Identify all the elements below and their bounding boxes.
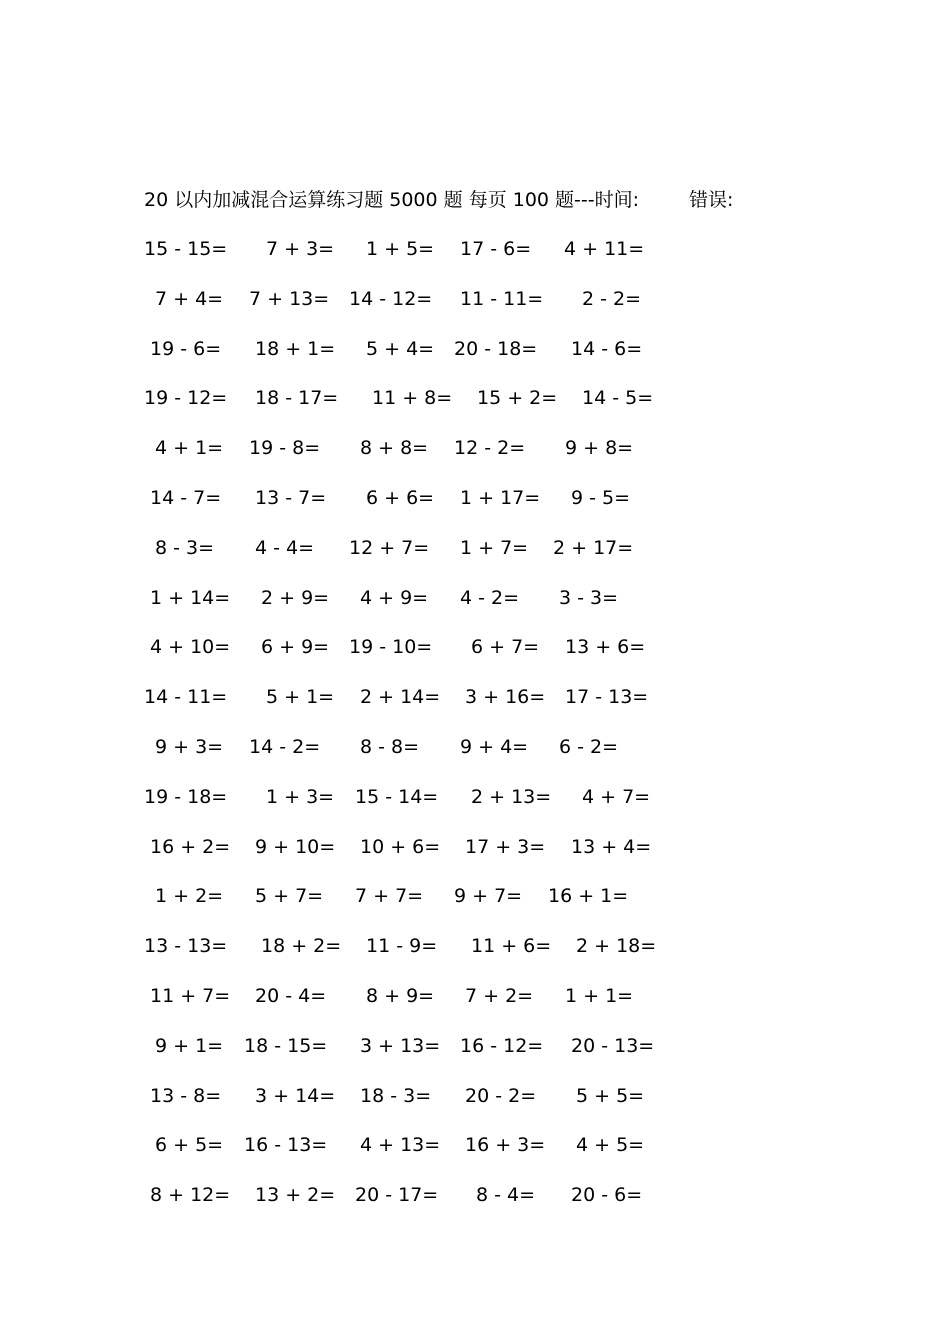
problem-item: 4 + 5= — [576, 1134, 645, 1157]
problem-item: 4 - 2= — [460, 586, 520, 609]
problem-row — [144, 982, 704, 1032]
problem-item: 19 - 10= — [349, 636, 433, 659]
problem-item: 2 + 17= — [553, 536, 634, 559]
problem-item: 1 + 5= — [366, 238, 435, 260]
problem-item: 7 + 2= — [465, 984, 534, 1007]
problem-item: 14 - 2= — [249, 735, 321, 758]
problem-item: 3 - 3= — [559, 586, 619, 609]
problem-item: 1 + 7= — [460, 536, 529, 559]
problem-item: 11 - 11= — [460, 287, 544, 310]
problem-item: 19 - 18= — [144, 785, 228, 808]
problem-item: 6 + 6= — [366, 486, 435, 509]
problem-item: 18 + 1= — [255, 337, 336, 360]
problem-item: 18 + 2= — [261, 935, 342, 958]
problem-row — [144, 783, 704, 833]
problem-row — [144, 285, 704, 335]
problem-item: 9 - 5= — [571, 486, 631, 509]
problem-item: 8 - 4= — [476, 1184, 536, 1207]
problem-item: 8 - 3= — [155, 536, 215, 559]
problem-item: 20 - 18= — [454, 337, 538, 360]
problem-item: 9 + 7= — [454, 885, 523, 908]
problem-item: 1 + 17= — [460, 486, 541, 509]
problem-item: 9 + 8= — [565, 437, 634, 460]
problem-row — [144, 882, 704, 932]
problem-row — [144, 683, 704, 733]
problem-item: 8 + 12= — [150, 1184, 231, 1207]
problem-item: 1 + 2= — [155, 885, 224, 908]
problem-row — [144, 484, 704, 534]
problem-item: 9 + 1= — [155, 1034, 224, 1057]
problem-item: 19 - 8= — [249, 437, 321, 460]
problem-row — [144, 235, 704, 285]
problem-row — [144, 932, 704, 982]
problem-item: 6 + 5= — [155, 1134, 224, 1157]
problem-item: 3 + 13= — [360, 1034, 441, 1057]
problem-item: 20 - 4= — [255, 984, 327, 1007]
problem-item: 14 - 12= — [349, 287, 433, 310]
problem-item: 16 - 12= — [460, 1034, 544, 1057]
problem-item: 2 - 2= — [582, 287, 642, 310]
problem-row — [144, 833, 704, 883]
problem-item: 18 - 3= — [360, 1084, 432, 1107]
problem-item: 2 + 18= — [576, 935, 657, 958]
problem-row — [144, 384, 704, 434]
problem-row — [144, 534, 704, 584]
problem-item: 13 + 6= — [565, 636, 646, 659]
problem-item: 16 - 13= — [244, 1134, 328, 1157]
problem-item: 5 + 1= — [266, 686, 335, 709]
problem-item: 14 - 5= — [582, 387, 654, 410]
problem-item: 13 - 8= — [150, 1084, 222, 1107]
problem-row — [144, 584, 704, 634]
problem-item: 2 + 13= — [471, 785, 552, 808]
problem-item: 9 + 3= — [155, 735, 224, 758]
problem-item: 4 + 9= — [360, 586, 429, 609]
problem-item: 7 + 7= — [355, 885, 424, 908]
problem-item: 16 + 1= — [548, 885, 629, 908]
problem-item: 1 + 14= — [150, 586, 231, 609]
problem-row — [144, 1131, 704, 1181]
problem-item: 11 - 9= — [366, 935, 438, 958]
problem-item: 6 - 2= — [559, 735, 619, 758]
problem-row — [144, 335, 704, 385]
problem-item: 6 + 9= — [261, 636, 330, 659]
problem-item: 20 - 6= — [571, 1184, 643, 1207]
error-count-label: 错误: — [689, 189, 734, 211]
problem-item: 1 + 1= — [565, 984, 634, 1007]
problem-item: 9 + 10= — [255, 835, 336, 858]
problem-item: 12 - 2= — [454, 437, 526, 460]
problem-item: 20 - 17= — [355, 1184, 439, 1207]
problem-item: 11 + 7= — [150, 984, 231, 1007]
problem-item: 7 + 4= — [155, 287, 224, 310]
problem-item: 15 + 2= — [477, 387, 558, 410]
problem-grid — [144, 235, 704, 1231]
problem-item: 18 - 17= — [255, 387, 339, 410]
problem-item: 5 + 5= — [576, 1084, 645, 1107]
problem-row — [144, 633, 704, 683]
problem-item: 5 + 4= — [366, 337, 435, 360]
problem-item: 4 + 11= — [564, 238, 645, 260]
problem-item: 4 - 4= — [255, 536, 315, 559]
problem-row — [144, 1032, 704, 1082]
problem-item: 16 + 3= — [465, 1134, 546, 1157]
problem-item: 5 + 7= — [255, 885, 324, 908]
problem-item: 15 - 14= — [355, 785, 439, 808]
problem-item: 14 - 6= — [571, 337, 643, 360]
problem-item: 6 + 7= — [471, 636, 540, 659]
problem-item: 1 + 3= — [266, 785, 335, 808]
problem-item: 2 + 9= — [261, 586, 330, 609]
problem-row — [144, 1181, 704, 1231]
problem-item: 17 - 13= — [565, 686, 649, 709]
problem-item: 20 - 2= — [465, 1084, 537, 1107]
problem-item: 13 + 2= — [255, 1184, 336, 1207]
problem-item: 16 + 2= — [150, 835, 231, 858]
problem-item: 20 - 13= — [571, 1034, 655, 1057]
problem-item: 15 - 15= — [144, 238, 228, 260]
worksheet-title: 20 以内加减混合运算练习题 5000 题 每页 100 题---时间: — [144, 189, 640, 211]
problem-item: 10 + 6= — [360, 835, 441, 858]
problem-item: 3 + 14= — [255, 1084, 336, 1107]
problem-item: 4 + 1= — [155, 437, 224, 460]
problem-item: 8 - 8= — [360, 735, 420, 758]
problem-item: 3 + 16= — [465, 686, 546, 709]
worksheet-header — [144, 186, 734, 214]
problem-item: 4 + 10= — [150, 636, 231, 659]
problem-item: 7 + 3= — [266, 238, 335, 260]
problem-row — [144, 434, 704, 484]
problem-row — [144, 733, 704, 783]
problem-item: 11 + 6= — [471, 935, 552, 958]
problem-item: 11 + 8= — [372, 387, 453, 410]
problem-row — [144, 1082, 704, 1132]
problem-item: 2 + 14= — [360, 686, 441, 709]
problem-item: 14 - 11= — [144, 686, 228, 709]
problem-item: 18 - 15= — [244, 1034, 328, 1057]
problem-item: 19 - 12= — [144, 387, 228, 410]
problem-item: 8 + 9= — [366, 984, 435, 1007]
problem-item: 7 + 13= — [249, 287, 330, 310]
problem-item: 8 + 8= — [360, 437, 429, 460]
problem-item: 4 + 13= — [360, 1134, 441, 1157]
problem-item: 13 - 7= — [255, 486, 327, 509]
problem-item: 17 - 6= — [460, 238, 532, 260]
problem-item: 13 - 13= — [144, 935, 228, 958]
problem-item: 14 - 7= — [150, 486, 222, 509]
problem-item: 12 + 7= — [349, 536, 430, 559]
problem-item: 13 + 4= — [571, 835, 652, 858]
problem-item: 19 - 6= — [150, 337, 222, 360]
problem-item: 9 + 4= — [460, 735, 529, 758]
problem-item: 4 + 7= — [582, 785, 651, 808]
problem-item: 17 + 3= — [465, 835, 546, 858]
